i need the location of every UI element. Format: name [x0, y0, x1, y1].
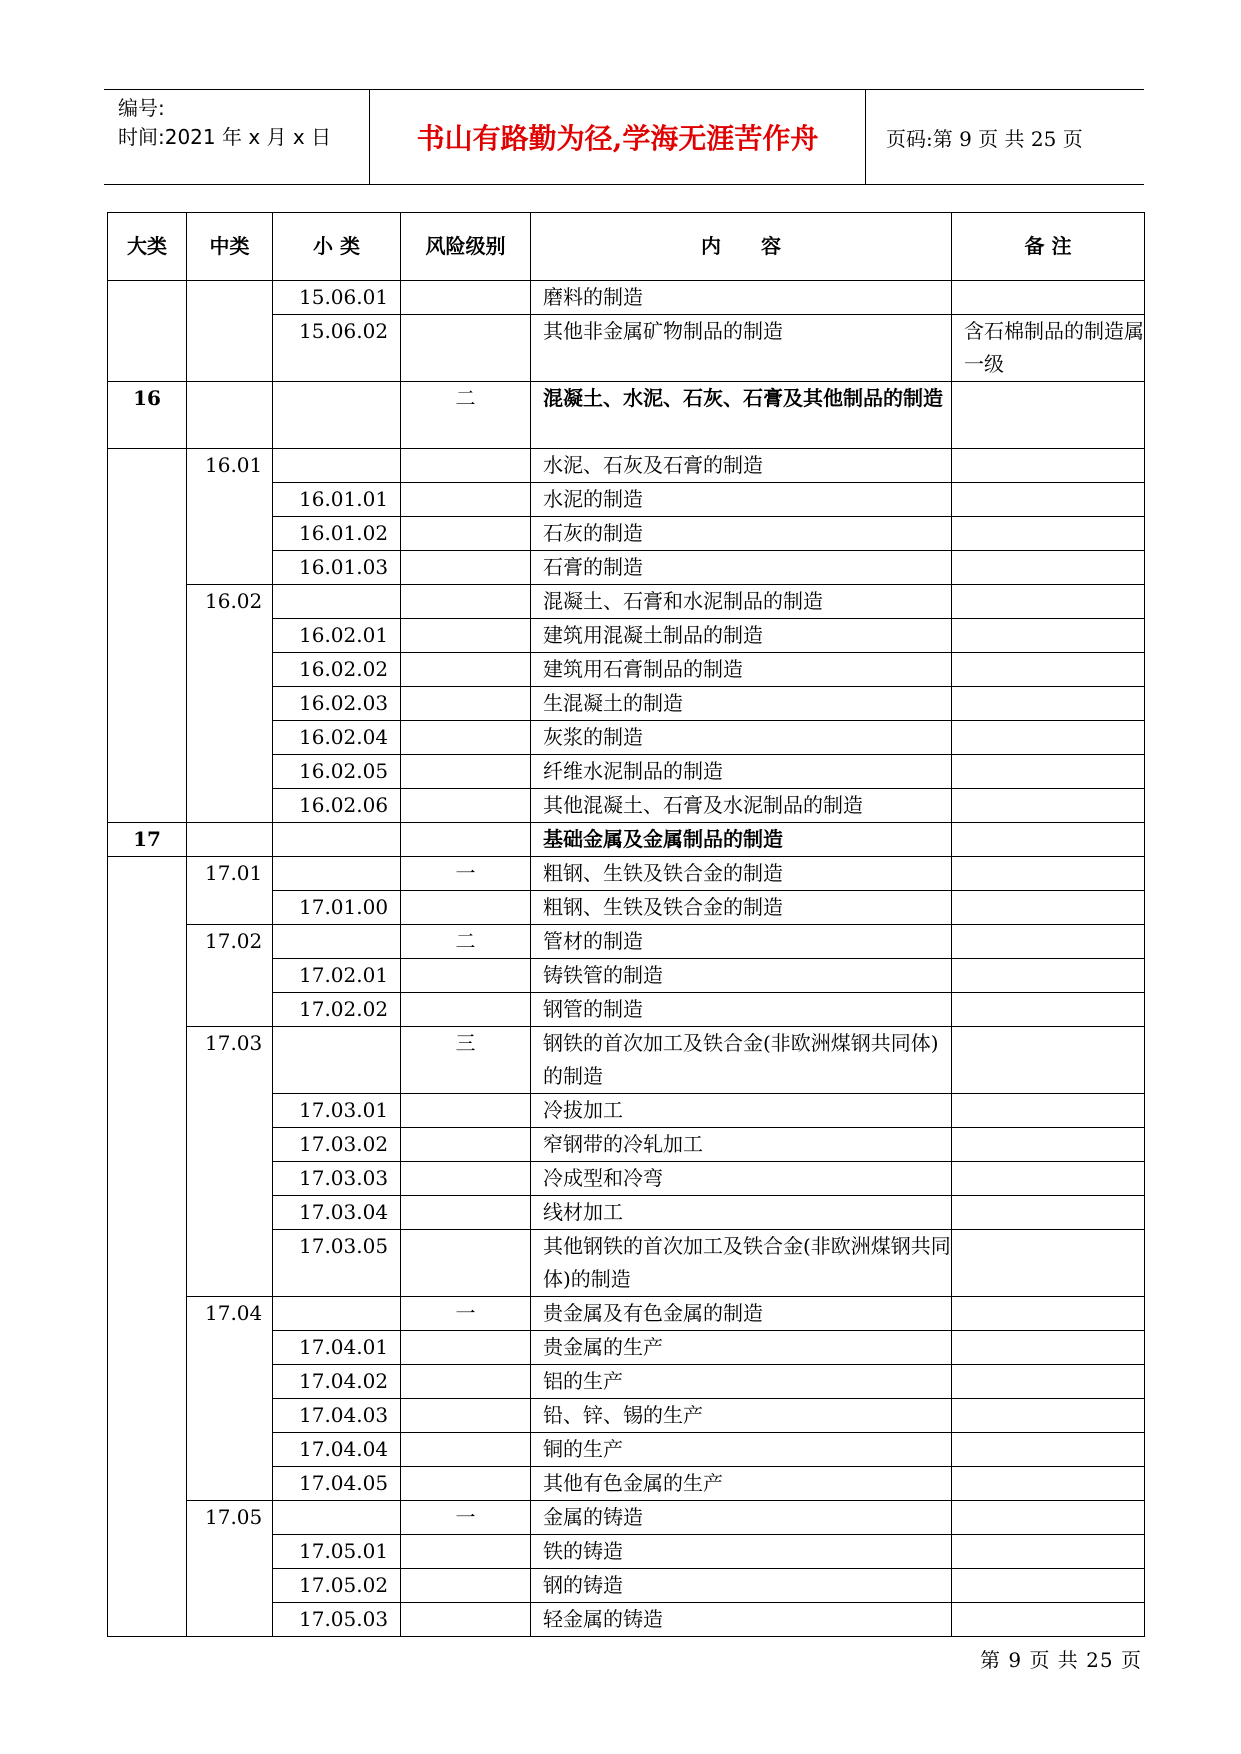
table-row	[108, 585, 1145, 619]
content-cell: 混凝土、水泥、石灰、石膏及其他制品的制造	[531, 382, 952, 449]
remarks-cell	[952, 1603, 1145, 1637]
remarks-cell	[952, 1501, 1145, 1535]
risk-level-cell	[401, 1196, 531, 1230]
major-category-cell: 16	[108, 382, 187, 449]
risk-level-cell	[401, 585, 531, 619]
table-row	[108, 1027, 1145, 1094]
remarks-cell	[952, 517, 1145, 551]
content-cell: 基础金属及金属制品的制造	[531, 823, 952, 857]
risk-level-cell	[401, 1399, 531, 1433]
table-row	[108, 823, 1145, 857]
sub-category-cell	[273, 925, 401, 959]
risk-level-cell	[401, 619, 531, 653]
sub-category-cell	[273, 1027, 401, 1094]
content-cell: 其他有色金属的生产	[531, 1467, 952, 1501]
risk-level-cell	[401, 1603, 531, 1637]
risk-level-cell	[401, 1467, 531, 1501]
content-cell: 灰浆的制造	[531, 721, 952, 755]
document-time-label: 时间:2021 年 x 月 x 日	[118, 125, 332, 149]
risk-level-cell	[401, 1535, 531, 1569]
remarks-cell	[952, 789, 1145, 823]
remarks-cell	[952, 687, 1145, 721]
sub-category-cell: 17.02.01	[273, 959, 401, 993]
sub-category-cell	[273, 382, 401, 449]
risk-level-cell	[401, 687, 531, 721]
content-cell: 铁的铸造	[531, 1535, 952, 1569]
header-mid-category: 中类	[187, 213, 273, 281]
sub-category-cell: 17.05.03	[273, 1603, 401, 1637]
sub-category-cell: 16.01.01	[273, 483, 401, 517]
remarks-cell	[952, 1027, 1145, 1094]
major-category-cell	[108, 857, 187, 1637]
sub-category-cell: 17.01.00	[273, 891, 401, 925]
risk-level-cell	[401, 1365, 531, 1399]
sub-category-cell: 17.05.02	[273, 1569, 401, 1603]
sub-category-cell: 16.02.02	[273, 653, 401, 687]
content-cell: 纤维水泥制品的制造	[531, 755, 952, 789]
mid-category-cell: 17.05	[187, 1501, 273, 1637]
sub-category-cell	[273, 449, 401, 483]
major-category-cell	[108, 449, 187, 823]
risk-level-cell	[401, 1331, 531, 1365]
remarks-cell	[952, 1162, 1145, 1196]
table-row	[108, 857, 1145, 891]
remarks-cell	[952, 551, 1145, 585]
remarks-cell: 含石棉制品的制造属一级	[952, 315, 1145, 382]
risk-level-cell	[401, 449, 531, 483]
mid-category-cell: 17.01	[187, 857, 273, 925]
mid-category-cell	[187, 382, 273, 449]
risk-level-cell	[401, 1162, 531, 1196]
sub-category-cell: 15.06.02	[273, 315, 401, 382]
risk-level-cell	[401, 1230, 531, 1297]
sub-category-cell: 17.04.01	[273, 1331, 401, 1365]
remarks-cell	[952, 1399, 1145, 1433]
risk-level-cell	[401, 517, 531, 551]
page-footer: 第 9 页 共 25 页	[980, 1648, 1142, 1672]
remarks-cell	[952, 1094, 1145, 1128]
risk-level-cell: 一	[401, 857, 531, 891]
risk-level-cell: 二	[401, 925, 531, 959]
content-cell: 线材加工	[531, 1196, 952, 1230]
risk-level-cell	[401, 959, 531, 993]
sub-category-cell: 17.05.01	[273, 1535, 401, 1569]
sub-category-cell	[273, 1297, 401, 1331]
risk-level-cell	[401, 483, 531, 517]
sub-category-cell: 16.02.05	[273, 755, 401, 789]
risk-level-cell	[401, 993, 531, 1027]
content-cell: 金属的铸造	[531, 1501, 952, 1535]
risk-level-cell	[401, 721, 531, 755]
header-page-number: 页码:第 9 页 共 25 页	[886, 126, 1083, 151]
risk-level-cell	[401, 891, 531, 925]
sub-category-cell: 17.03.03	[273, 1162, 401, 1196]
remarks-cell	[952, 959, 1145, 993]
sub-category-cell: 16.02.03	[273, 687, 401, 721]
content-cell: 铜的生产	[531, 1433, 952, 1467]
mid-category-cell	[187, 823, 273, 857]
mid-category-cell: 17.04	[187, 1297, 273, 1501]
table-row	[108, 1501, 1145, 1535]
content-cell: 钢的铸造	[531, 1569, 952, 1603]
remarks-cell	[952, 993, 1145, 1027]
sub-category-cell	[273, 857, 401, 891]
remarks-cell	[952, 1196, 1145, 1230]
remarks-cell	[952, 619, 1145, 653]
content-cell: 其他钢铁的首次加工及铁合金(非欧洲煤钢共同体)的制造	[531, 1230, 952, 1297]
remarks-cell	[952, 1433, 1145, 1467]
remarks-cell	[952, 1331, 1145, 1365]
content-cell: 钢管的制造	[531, 993, 952, 1027]
sub-category-cell: 15.06.01	[273, 281, 401, 315]
content-cell: 管材的制造	[531, 925, 952, 959]
document-number-label: 编号:	[118, 96, 165, 120]
remarks-cell	[952, 449, 1145, 483]
content-cell: 铅、锌、锡的生产	[531, 1399, 952, 1433]
risk-level-cell	[401, 755, 531, 789]
content-cell: 水泥的制造	[531, 483, 952, 517]
risk-level-cell: 二	[401, 382, 531, 449]
remarks-cell	[952, 721, 1145, 755]
table-row	[108, 925, 1145, 959]
remarks-cell	[952, 1535, 1145, 1569]
risk-level-cell	[401, 1094, 531, 1128]
sub-category-cell: 17.03.04	[273, 1196, 401, 1230]
sub-category-cell	[273, 1501, 401, 1535]
table-row	[108, 449, 1145, 483]
mid-category-cell: 17.02	[187, 925, 273, 1027]
risk-level-cell	[401, 789, 531, 823]
content-cell: 石灰的制造	[531, 517, 952, 551]
sub-category-cell: 17.04.03	[273, 1399, 401, 1433]
remarks-cell	[952, 382, 1145, 449]
mid-category-cell: 16.02	[187, 585, 273, 823]
content-cell: 窄钢带的冷轧加工	[531, 1128, 952, 1162]
remarks-cell	[952, 823, 1145, 857]
content-cell: 其他非金属矿物制品的制造	[531, 315, 952, 382]
remarks-cell	[952, 1297, 1145, 1331]
remarks-cell	[952, 1230, 1145, 1297]
mid-category-cell: 16.01	[187, 449, 273, 585]
remarks-cell	[952, 653, 1145, 687]
remarks-cell	[952, 483, 1145, 517]
sub-category-cell: 16.02.06	[273, 789, 401, 823]
major-category-cell: 17	[108, 823, 187, 857]
content-cell: 钢铁的首次加工及铁合金(非欧洲煤钢共同体)的制造	[531, 1027, 952, 1094]
remarks-cell	[952, 585, 1145, 619]
header-motto: 书山有路勤为径,学海无涯苦作舟	[369, 90, 866, 184]
risk-level-cell	[401, 551, 531, 585]
content-cell: 石膏的制造	[531, 551, 952, 585]
mid-category-cell	[187, 281, 273, 382]
content-cell: 水泥、石灰及石膏的制造	[531, 449, 952, 483]
risk-level-cell	[401, 1569, 531, 1603]
content-cell: 贵金属的生产	[531, 1331, 952, 1365]
table-body	[108, 281, 1145, 1637]
page-header	[104, 89, 1144, 185]
content-cell: 混凝土、石膏和水泥制品的制造	[531, 585, 952, 619]
content-cell: 铸铁管的制造	[531, 959, 952, 993]
sub-category-cell: 17.04.05	[273, 1467, 401, 1501]
sub-category-cell	[273, 585, 401, 619]
sub-category-cell: 17.04.02	[273, 1365, 401, 1399]
risk-level-cell	[401, 653, 531, 687]
content-cell: 建筑用石膏制品的制造	[531, 653, 952, 687]
header-sub-category: 小 类	[273, 213, 401, 281]
remarks-cell	[952, 1365, 1145, 1399]
sub-category-cell: 17.03.05	[273, 1230, 401, 1297]
risk-level-cell: 一	[401, 1501, 531, 1535]
remarks-cell	[952, 891, 1145, 925]
sub-category-cell: 17.02.02	[273, 993, 401, 1027]
header-risk-level: 风险级别	[401, 213, 531, 281]
remarks-cell	[952, 755, 1145, 789]
table-row	[108, 281, 1145, 315]
mid-category-cell: 17.03	[187, 1027, 273, 1297]
content-cell: 建筑用混凝土制品的制造	[531, 619, 952, 653]
sub-category-cell: 16.02.04	[273, 721, 401, 755]
risk-level-cell	[401, 281, 531, 315]
content-cell: 冷拔加工	[531, 1094, 952, 1128]
risk-level-cell	[401, 315, 531, 382]
content-cell: 磨料的制造	[531, 281, 952, 315]
content-cell: 其他混凝土、石膏及水泥制品的制造	[531, 789, 952, 823]
sub-category-cell: 17.03.01	[273, 1094, 401, 1128]
remarks-cell	[952, 1467, 1145, 1501]
risk-level-cell: 一	[401, 1297, 531, 1331]
risk-level-cell	[401, 823, 531, 857]
remarks-cell	[952, 281, 1145, 315]
header-content: 内 容	[531, 213, 952, 281]
sub-category-cell: 16.01.02	[273, 517, 401, 551]
risk-level-cell: 三	[401, 1027, 531, 1094]
risk-classification-table	[107, 212, 1145, 1637]
table-row	[108, 382, 1145, 449]
sub-category-cell: 16.02.01	[273, 619, 401, 653]
header-left	[118, 94, 363, 152]
content-cell: 生混凝土的制造	[531, 687, 952, 721]
content-cell: 粗钢、生铁及铁合金的制造	[531, 857, 952, 891]
content-cell: 粗钢、生铁及铁合金的制造	[531, 891, 952, 925]
header-remarks: 备 注	[952, 213, 1145, 281]
risk-level-cell	[401, 1128, 531, 1162]
remarks-cell	[952, 857, 1145, 891]
sub-category-cell: 17.04.04	[273, 1433, 401, 1467]
major-category-cell	[108, 281, 187, 382]
content-cell: 冷成型和冷弯	[531, 1162, 952, 1196]
header-major-category: 大类	[108, 213, 187, 281]
sub-category-cell	[273, 823, 401, 857]
table-row	[108, 1297, 1145, 1331]
content-cell: 轻金属的铸造	[531, 1603, 952, 1637]
sub-category-cell: 17.03.02	[273, 1128, 401, 1162]
content-cell: 铝的生产	[531, 1365, 952, 1399]
content-cell: 贵金属及有色金属的制造	[531, 1297, 952, 1331]
remarks-cell	[952, 1569, 1145, 1603]
sub-category-cell: 16.01.03	[273, 551, 401, 585]
risk-level-cell	[401, 1433, 531, 1467]
remarks-cell	[952, 925, 1145, 959]
remarks-cell	[952, 1128, 1145, 1162]
